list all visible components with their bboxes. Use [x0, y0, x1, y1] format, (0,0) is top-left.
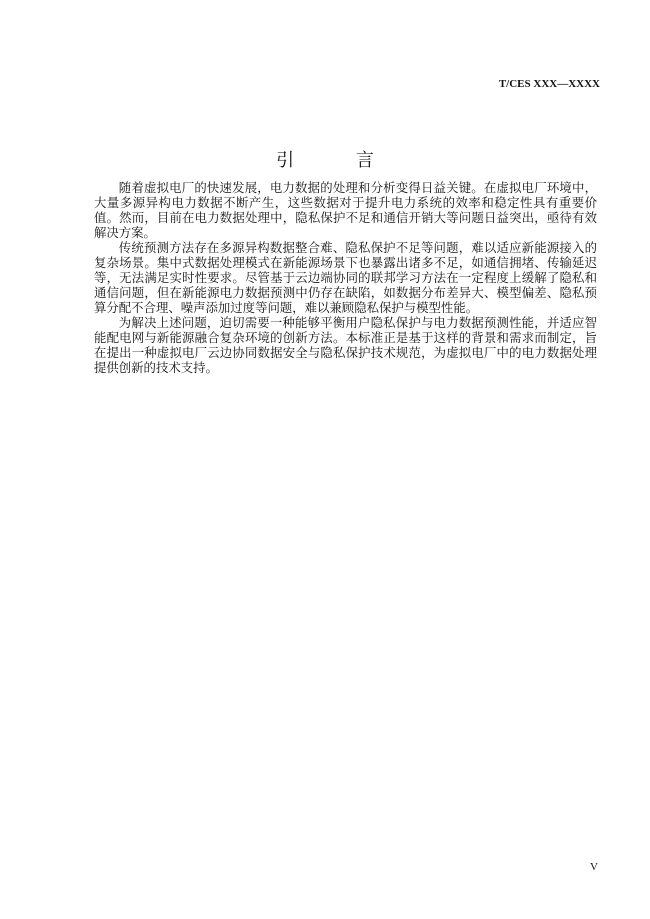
page-number: V	[590, 861, 598, 873]
introduction-body	[94, 180, 597, 375]
paragraph-3: 为解决上述问题，迫切需要一种能够平衡用户隐私保护与电力数据预测性能，并适应智能配电网与新能源融合复杂环境的创新方法。本标准正是基于这样的背景和需求而制定，旨在提出一种虚拟电厂云边协同数据安全与隐私保护技术规范，为虚拟电厂中的电力数据处理提供创新的技术支持。	[94, 315, 597, 375]
section-title: 引 言	[276, 150, 402, 171]
document-number-header: T/CES XXX—XXXX	[498, 78, 600, 90]
paragraph-2: 传统预测方法存在多源异构数据整合难、隐私保护不足等问题，难以适应新能源接入的复杂场景。集中式数据处理模式在新能源场景下也暴露出诸多不足，如通信拥堵、传输延迟等，无法满足实时性要求。尽管基于云边端协同的联邦学习方法在一定程度上缓解了隐私和通信问题，但在新能源电力数据预测中仍存在缺陷，如数据分布差异大、模型偏差、隐私预算分配不合理、噪声添加过度等问题，难以兼顾隐私保护与模型性能。	[94, 240, 597, 315]
paragraph-1: 随着虚拟电厂的快速发展，电力数据的处理和分析变得日益关键。在虚拟电厂环境中，大量多源异构电力数据不断产生，这些数据对于提升电力系统的效率和稳定性具有重要价值。然而，目前在电力数据处理中，隐私保护不足和通信开销大等问题日益突出，亟待有效解决方案。	[94, 180, 597, 240]
